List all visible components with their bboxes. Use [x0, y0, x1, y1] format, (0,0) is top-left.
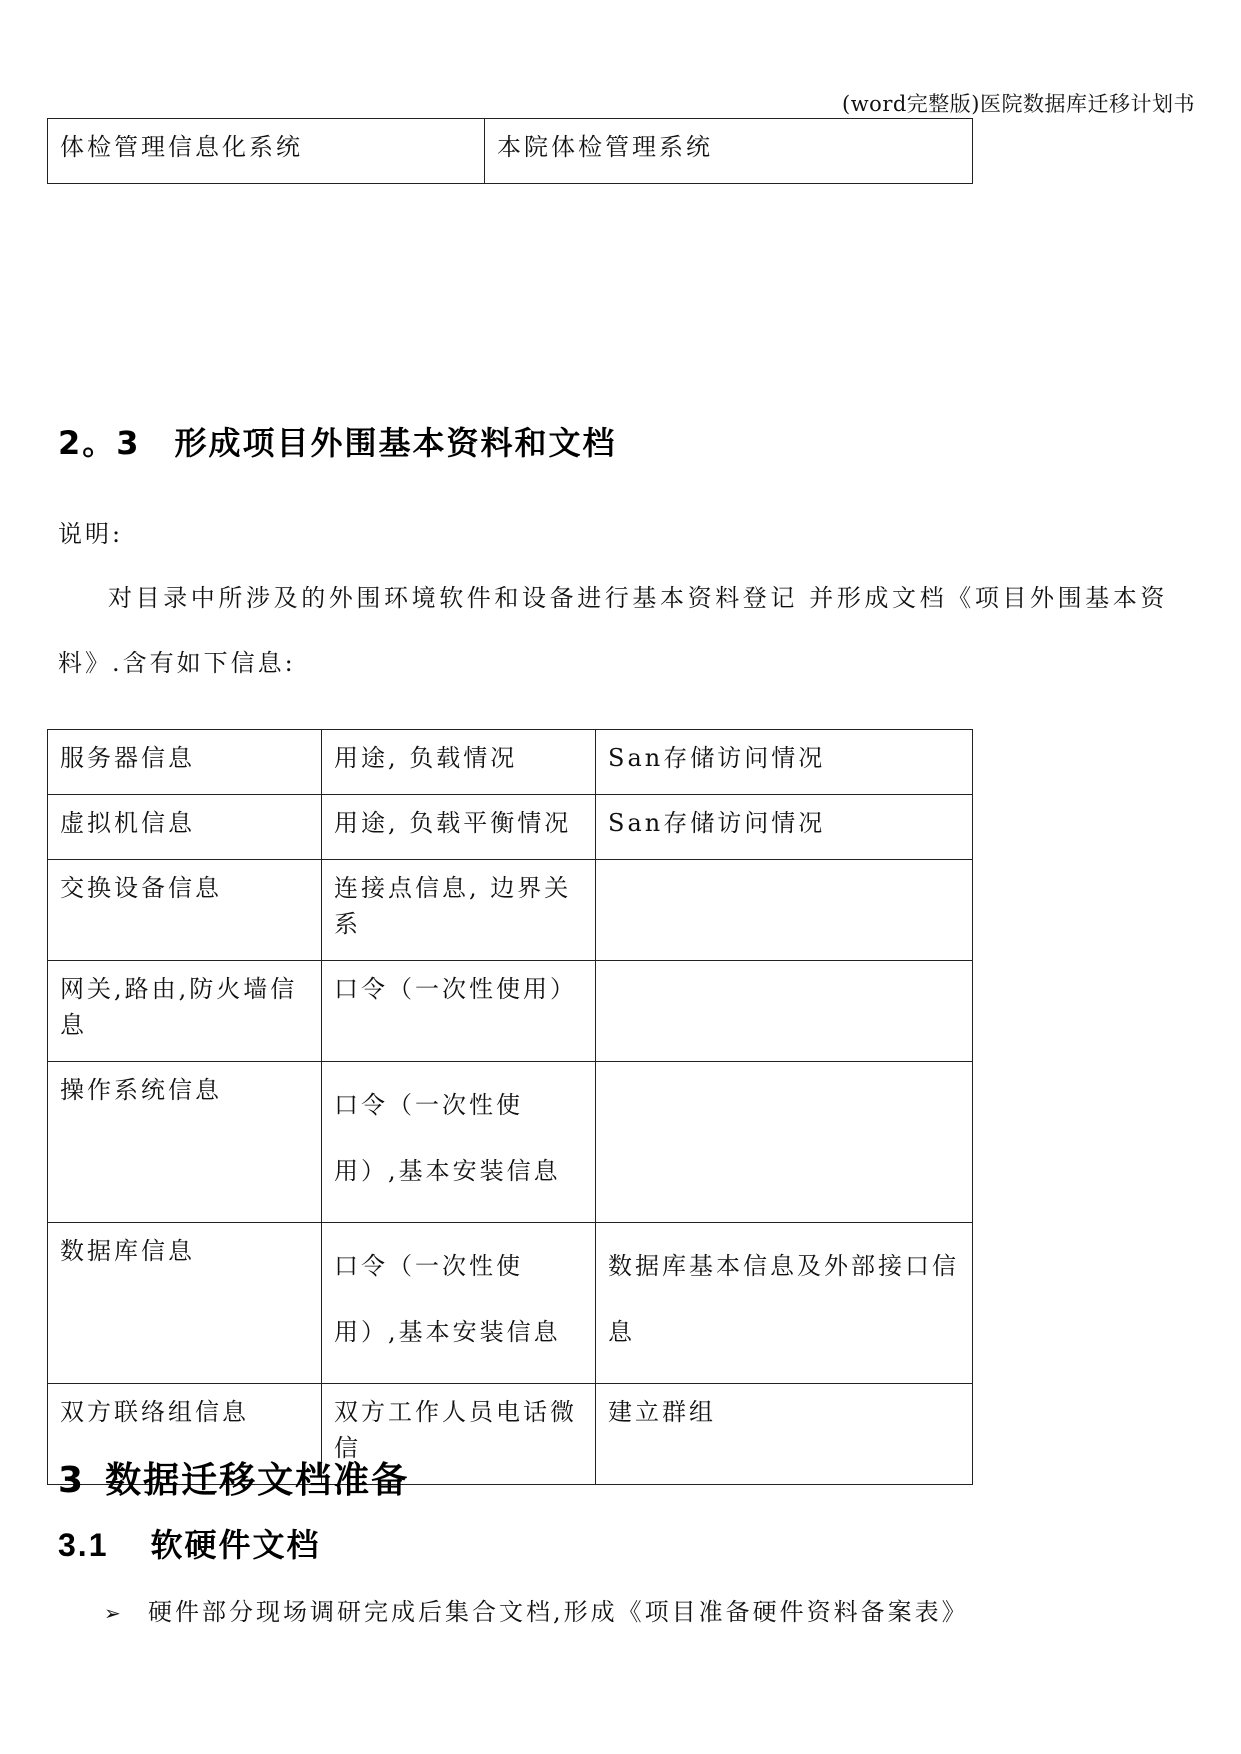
section-title: 数据迁移文档准备: [105, 1460, 410, 1501]
table-cell: 数据库基本信息及外部接口信息: [596, 1223, 973, 1384]
table-cell: 网关,路由,防火墙信息: [48, 961, 322, 1062]
table-cell: [596, 860, 973, 961]
table-cell: San存储访问情况: [596, 730, 973, 795]
section-heading-3-1: [58, 1520, 321, 1566]
table-cell: 服务器信息: [48, 730, 322, 795]
table-cell: 口令（一次性使用）: [322, 961, 596, 1062]
table-cell: 双方联络组信息: [48, 1384, 322, 1485]
section-title: 软硬件文档: [150, 1526, 321, 1564]
table-row: [48, 730, 973, 795]
table-cell: 双方工作人员电话微信: [322, 1384, 596, 1485]
table-cell: 口令（一次性使用）,基本安装信息: [322, 1223, 596, 1384]
section-number: 3.1: [58, 1527, 109, 1563]
section-number: 3: [58, 1460, 86, 1501]
table-cell: 操作系统信息: [48, 1062, 322, 1223]
paragraph-line: 对目录中所涉及的外围环境软件和设备进行基本资料登记 并形成文档《项目外围基本资: [108, 584, 1169, 612]
table-cell: 体检管理信息化系统: [48, 119, 485, 184]
section-title: 形成项目外围基本资料和文档: [174, 424, 617, 462]
table-cell: 数据库信息: [48, 1223, 322, 1384]
table-cell: [596, 961, 973, 1062]
section-number: 2。3: [58, 424, 141, 462]
running-header: (word完整版)医院数据库迁移计划书: [842, 92, 1195, 116]
bullet-text: 硬件部分现场调研完成后集合文档,形成《项目准备硬件资料备案表》: [148, 1598, 969, 1626]
section-heading-3: [58, 1452, 409, 1503]
paragraph-line: 料》.含有如下信息:: [58, 649, 296, 677]
table-row: [48, 1223, 973, 1384]
section-heading-2-3: [58, 418, 617, 464]
table-row: [48, 860, 973, 961]
table-row: [48, 119, 973, 184]
table-row: [48, 961, 973, 1062]
table-cell: 建立群组: [596, 1384, 973, 1485]
table-row: [48, 1062, 973, 1223]
table-cell: 交换设备信息: [48, 860, 322, 961]
peripheral-info-table: [47, 729, 973, 1485]
arrow-bullet-icon: ➢: [104, 1601, 124, 1625]
table-cell: 用途, 负载情况: [322, 730, 596, 795]
table-cell: 虚拟机信息: [48, 795, 322, 860]
table-cell: 口令（一次性使用）,基本安装信息: [322, 1062, 596, 1223]
note-label: 说明:: [58, 520, 124, 548]
table-row: [48, 795, 973, 860]
bullet-item: [104, 1592, 969, 1627]
table-cell: 本院体检管理系统: [485, 119, 973, 184]
table-cell: [596, 1062, 973, 1223]
table-cell: 用途, 负载平衡情况: [322, 795, 596, 860]
system-table: [47, 118, 973, 184]
table-cell: San存储访问情况: [596, 795, 973, 860]
table-cell: 连接点信息, 边界关系: [322, 860, 596, 961]
